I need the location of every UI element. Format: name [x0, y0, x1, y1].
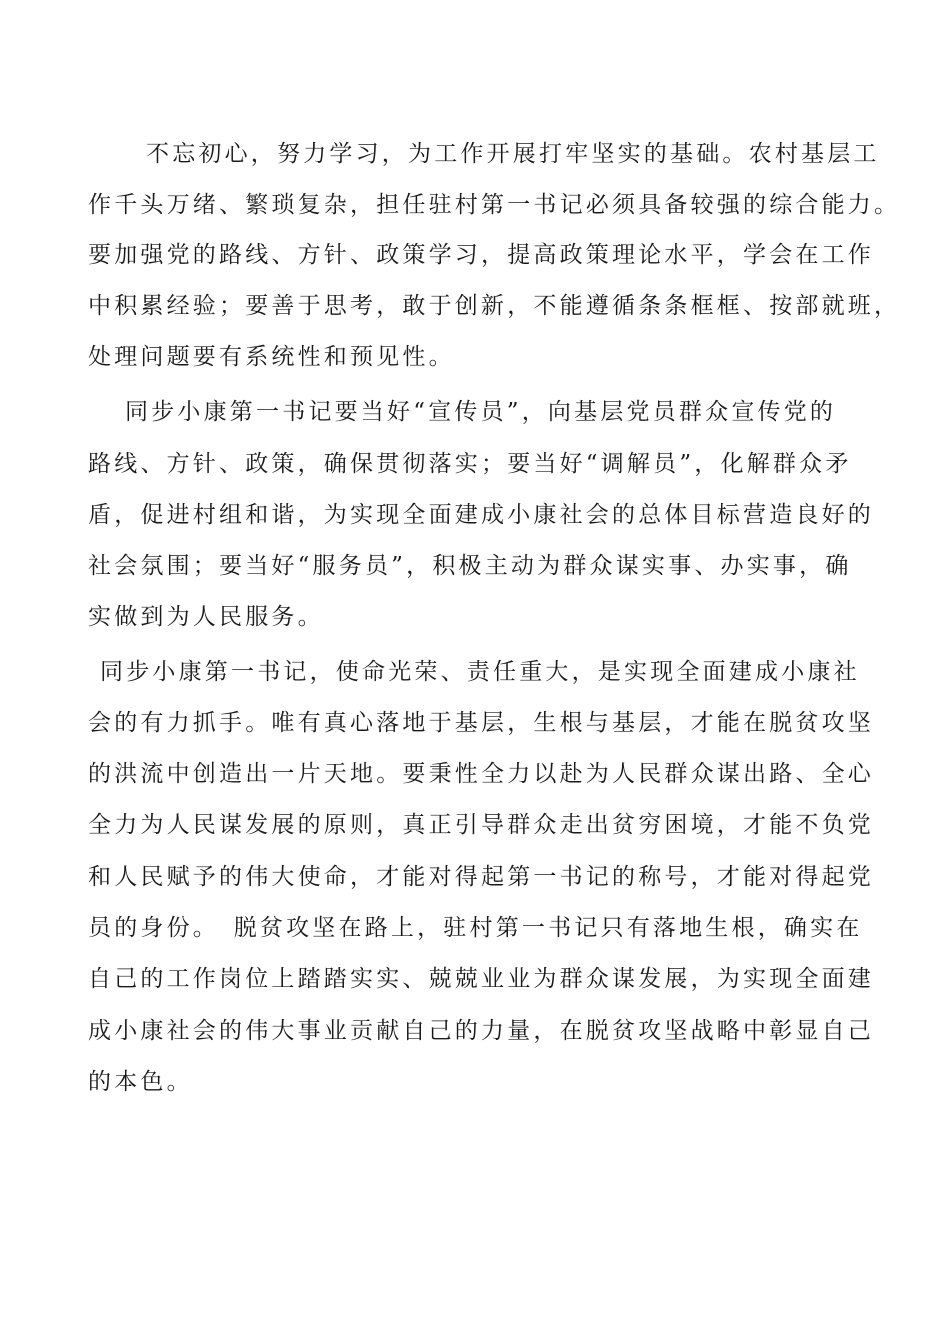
paragraph-2-line-4: 社会氛围；要当好“服务员”，积极主动为群众谋实事、办实事，确 [88, 553, 852, 579]
paragraph-2-line-5: 实做到为人民服务。 [88, 604, 324, 630]
paragraph-3-line-4: 全力为人民谋发展的原则，真正引导群众走出贫穷困境，才能不负党 [88, 812, 874, 838]
paragraph-1-line-1: 不忘初心，努力学习，为工作开展打牢坚实的基础。农村基层工 [146, 141, 880, 167]
paragraph-2-line-2: 路线、方针、政策，确保贯彻落实；要当好“调解员”，化解群众矛 [88, 451, 852, 477]
paragraph-3-line-9: 的本色。 [88, 1069, 193, 1095]
paragraph-2-line-1: 同步小康第一书记要当好“宣传员”，向基层党员群众宣传党的 [125, 399, 837, 425]
paragraph-1-line-2: 作千头万绪、繁琐复杂，担任驻村第一书记必须具备较强的综合能力。 [88, 192, 901, 218]
paragraph-3-line-1: 同步小康第一书记，使命光荣、责任重大，是实现全面建成小康社 [100, 659, 860, 685]
paragraph-1-line-3: 要加强党的路线、方针、政策学习，提高政策理论水平，学会在工作 [88, 242, 874, 268]
paragraph-1-line-5: 处理问题要有系统性和预见性。 [88, 344, 455, 370]
paragraph-3-line-8: 成小康社会的伟大事业贡献自己的力量，在脱贫攻坚战略中彰显自己 [88, 1018, 874, 1044]
paragraph-1-line-4: 中积累经验；要善于思考，敢于创新，不能遵循条条框框、按部就班， [88, 293, 901, 319]
paragraph-3-line-2: 会的有力抓手。唯有真心落地于基层，生根与基层，才能在脱贫攻坚 [88, 710, 874, 736]
paragraph-2-line-3: 盾，促进村组和谐，为实现全面建成小康社会的总体目标营造良好的 [88, 502, 874, 528]
paragraph-3-line-3: 的洪流中创造出一片天地。要秉性全力以赴为人民群众谋出路、全心 [88, 761, 874, 787]
paragraph-3-line-5: 和人民赋予的伟大使命，才能对得起第一书记的称号，才能对得起党 [88, 864, 874, 890]
paragraph-3-line-7: 自己的工作岗位上踏踏实实、兢兢业业为群众谋发展，为实现全面建 [88, 966, 874, 992]
paragraph-3-line-6: 员的身份。 脱贫攻坚在路上，驻村第一书记只有落地生根，确实在 [88, 915, 863, 941]
